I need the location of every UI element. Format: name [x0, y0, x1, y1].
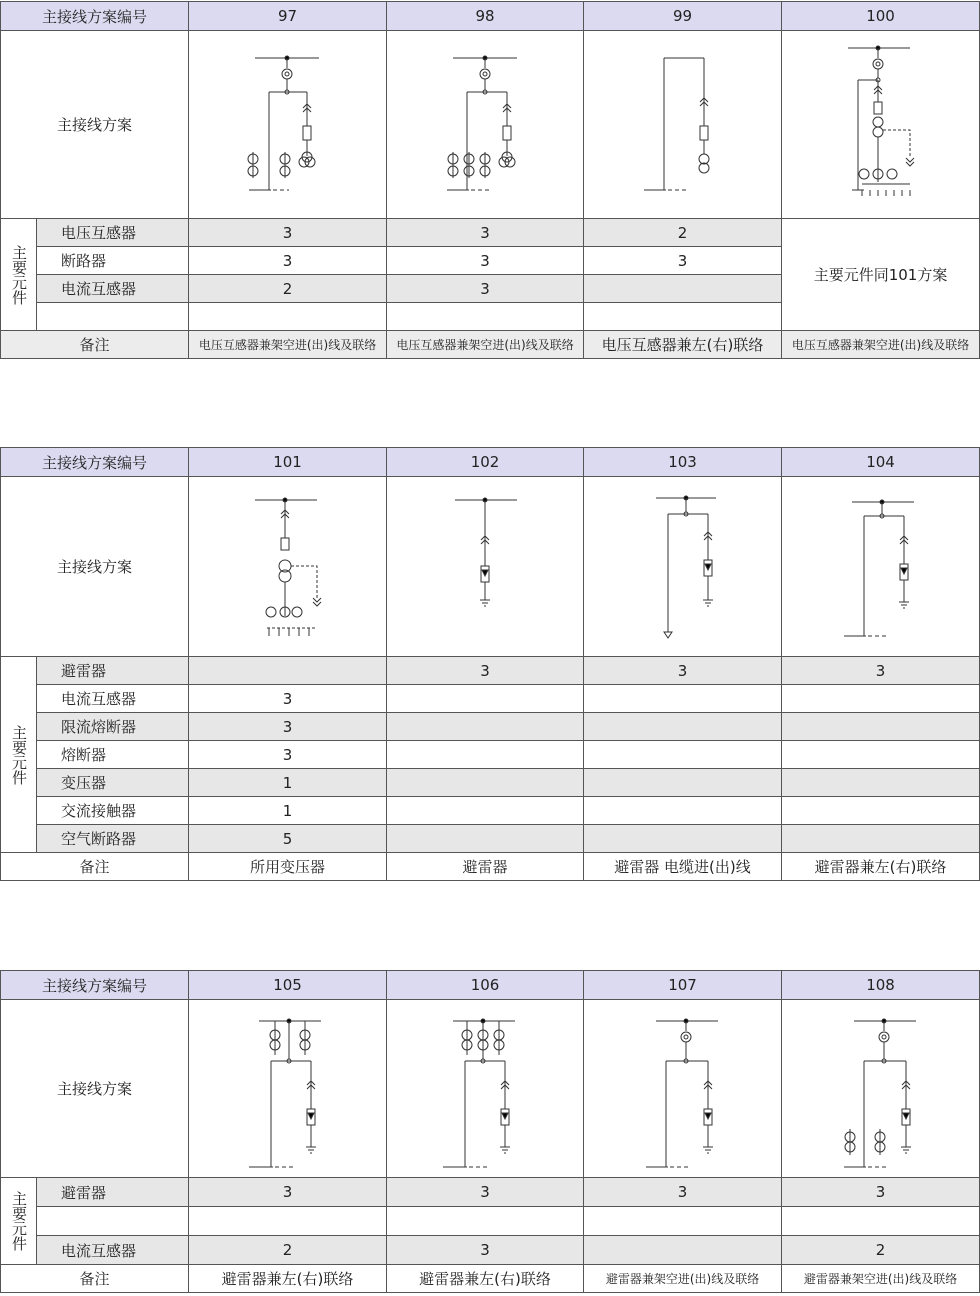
component-count	[387, 303, 584, 331]
merged-note: 主要元件同101方案	[782, 219, 980, 331]
component-count	[782, 825, 980, 853]
component-count	[387, 713, 584, 741]
component-count: 3	[584, 1178, 782, 1207]
wiring-diagram-98	[387, 32, 584, 218]
remarks-row	[1, 853, 980, 881]
diagram-cell	[782, 1000, 980, 1178]
scheme-number: 99	[584, 2, 782, 31]
scheme-number: 106	[387, 971, 584, 1000]
remark: 避雷器兼左(右)联络	[189, 1265, 387, 1293]
scheme-label: 主接线方案	[1, 31, 189, 219]
component-count: 3	[387, 219, 584, 247]
component-count	[584, 825, 782, 853]
component-name: 避雷器	[37, 1178, 189, 1207]
header-row	[1, 971, 980, 1000]
component-count	[782, 797, 980, 825]
component-name	[37, 303, 189, 331]
scheme-number: 103	[584, 448, 782, 477]
component-count	[584, 797, 782, 825]
component-name: 电流互感器	[37, 1236, 189, 1265]
wiring-diagram-107	[584, 1001, 782, 1177]
scheme-number: 102	[387, 448, 584, 477]
component-count: 3	[189, 685, 387, 713]
component-count	[584, 713, 782, 741]
diagram-cell	[584, 477, 782, 657]
component-count	[584, 303, 782, 331]
component-count	[782, 741, 980, 769]
header-row	[1, 448, 980, 477]
wiring-diagram-108	[782, 1001, 980, 1177]
diagram-cell	[782, 477, 980, 657]
component-count: 3	[387, 657, 584, 685]
component-count: 3	[584, 247, 782, 275]
component-row	[1, 219, 980, 247]
component-count: 5	[189, 825, 387, 853]
component-count: 3	[387, 1178, 584, 1207]
diagram-cell	[387, 1000, 584, 1178]
component-count	[584, 685, 782, 713]
diagram-cell	[189, 31, 387, 219]
diagram-row	[1, 477, 980, 657]
remarks-label: 备注	[1, 331, 189, 359]
remark: 所用变压器	[189, 853, 387, 881]
scheme-table-2	[0, 447, 980, 881]
component-name: 避雷器	[37, 657, 189, 685]
component-name: 变压器	[37, 769, 189, 797]
component-count: 1	[189, 769, 387, 797]
header-label: 主接线方案编号	[1, 2, 189, 31]
component-count	[189, 303, 387, 331]
component-count	[782, 769, 980, 797]
component-row	[1, 1207, 980, 1236]
diagram-cell	[782, 31, 980, 219]
scheme-number: 107	[584, 971, 782, 1000]
diagram-cell	[387, 31, 584, 219]
component-row	[1, 797, 980, 825]
component-count	[584, 275, 782, 303]
component-row	[1, 657, 980, 685]
component-row	[1, 1236, 980, 1265]
main-components-label: 主要元件	[1, 1178, 37, 1265]
diagram-cell	[584, 1000, 782, 1178]
remark: 避雷器兼左(右)联络	[387, 1265, 584, 1293]
component-row	[1, 685, 980, 713]
header-label: 主接线方案编号	[1, 971, 189, 1000]
component-count: 3	[189, 713, 387, 741]
component-row	[1, 741, 980, 769]
scheme-label: 主接线方案	[1, 1000, 189, 1178]
component-name: 电流互感器	[37, 685, 189, 713]
remark: 避雷器兼左(右)联络	[782, 853, 980, 881]
component-count: 2	[584, 219, 782, 247]
component-count	[584, 1236, 782, 1265]
remarks-row	[1, 1265, 980, 1293]
scheme-table-1	[0, 1, 980, 359]
component-row	[1, 713, 980, 741]
component-name	[37, 1207, 189, 1236]
component-count	[584, 769, 782, 797]
remarks-row	[1, 331, 980, 359]
scheme-number: 101	[189, 448, 387, 477]
remark: 避雷器兼架空进(出)线及联络	[782, 1265, 980, 1293]
remark: 电压互感器兼架空进(出)线及联络	[782, 331, 980, 359]
main-components-label: 主要元件	[1, 657, 37, 853]
remarks-label: 备注	[1, 853, 189, 881]
wiring-diagram-100	[782, 32, 980, 218]
component-count	[387, 769, 584, 797]
wiring-diagram-106	[387, 1001, 584, 1177]
diagram-cell	[189, 477, 387, 657]
component-count: 3	[189, 741, 387, 769]
wiring-diagram-102	[387, 478, 584, 656]
component-count: 3	[387, 247, 584, 275]
component-name: 空气断路器	[37, 825, 189, 853]
remark: 避雷器	[387, 853, 584, 881]
component-count: 2	[189, 275, 387, 303]
scheme-number: 108	[782, 971, 980, 1000]
component-count: 3	[584, 657, 782, 685]
header-row	[1, 2, 980, 31]
component-count	[189, 1207, 387, 1236]
component-count	[584, 741, 782, 769]
component-row	[1, 825, 980, 853]
component-count: 3	[782, 1178, 980, 1207]
wiring-diagram-104	[782, 478, 980, 656]
diagram-cell	[189, 1000, 387, 1178]
component-count	[387, 741, 584, 769]
component-count: 3	[782, 657, 980, 685]
component-name: 交流接触器	[37, 797, 189, 825]
component-name: 断路器	[37, 247, 189, 275]
wiring-diagram-101	[189, 478, 387, 656]
wiring-diagram-97	[189, 32, 387, 218]
scheme-number: 100	[782, 2, 980, 31]
diagram-row	[1, 1000, 980, 1178]
scheme-label: 主接线方案	[1, 477, 189, 657]
component-name: 熔断器	[37, 741, 189, 769]
remark: 电压互感器兼架空进(出)线及联络	[387, 331, 584, 359]
diagram-cell	[584, 31, 782, 219]
wiring-diagram-105	[189, 1001, 387, 1177]
wiring-diagram-99	[584, 32, 782, 218]
diagram-row	[1, 31, 980, 219]
scheme-table-3	[0, 970, 980, 1293]
remark: 电压互感器兼左(右)联络	[584, 331, 782, 359]
component-count	[782, 1207, 980, 1236]
scheme-number: 104	[782, 448, 980, 477]
component-count	[387, 1207, 584, 1236]
component-count	[387, 685, 584, 713]
wiring-diagram-103	[584, 478, 782, 656]
component-count: 3	[189, 1178, 387, 1207]
component-count	[387, 797, 584, 825]
component-row	[1, 769, 980, 797]
scheme-number: 97	[189, 2, 387, 31]
component-count	[782, 713, 980, 741]
remark: 避雷器 电缆进(出)线	[584, 853, 782, 881]
header-label: 主接线方案编号	[1, 448, 189, 477]
component-count	[387, 825, 584, 853]
remark: 避雷器兼架空进(出)线及联络	[584, 1265, 782, 1293]
component-count: 3	[189, 219, 387, 247]
component-count	[782, 685, 980, 713]
diagram-cell	[387, 477, 584, 657]
scheme-number: 105	[189, 971, 387, 1000]
component-row	[1, 1178, 980, 1207]
component-name: 电流互感器	[37, 275, 189, 303]
component-count: 2	[782, 1236, 980, 1265]
remarks-label: 备注	[1, 1265, 189, 1293]
main-components-label: 主要元件	[1, 219, 37, 331]
remark: 电压互感器兼架空进(出)线及联络	[189, 331, 387, 359]
component-count	[189, 657, 387, 685]
component-count: 3	[387, 1236, 584, 1265]
component-count: 1	[189, 797, 387, 825]
component-name: 电压互感器	[37, 219, 189, 247]
component-name: 限流熔断器	[37, 713, 189, 741]
component-count: 3	[189, 247, 387, 275]
component-count: 3	[387, 275, 584, 303]
component-count	[584, 1207, 782, 1236]
scheme-number: 98	[387, 2, 584, 31]
component-count: 2	[189, 1236, 387, 1265]
